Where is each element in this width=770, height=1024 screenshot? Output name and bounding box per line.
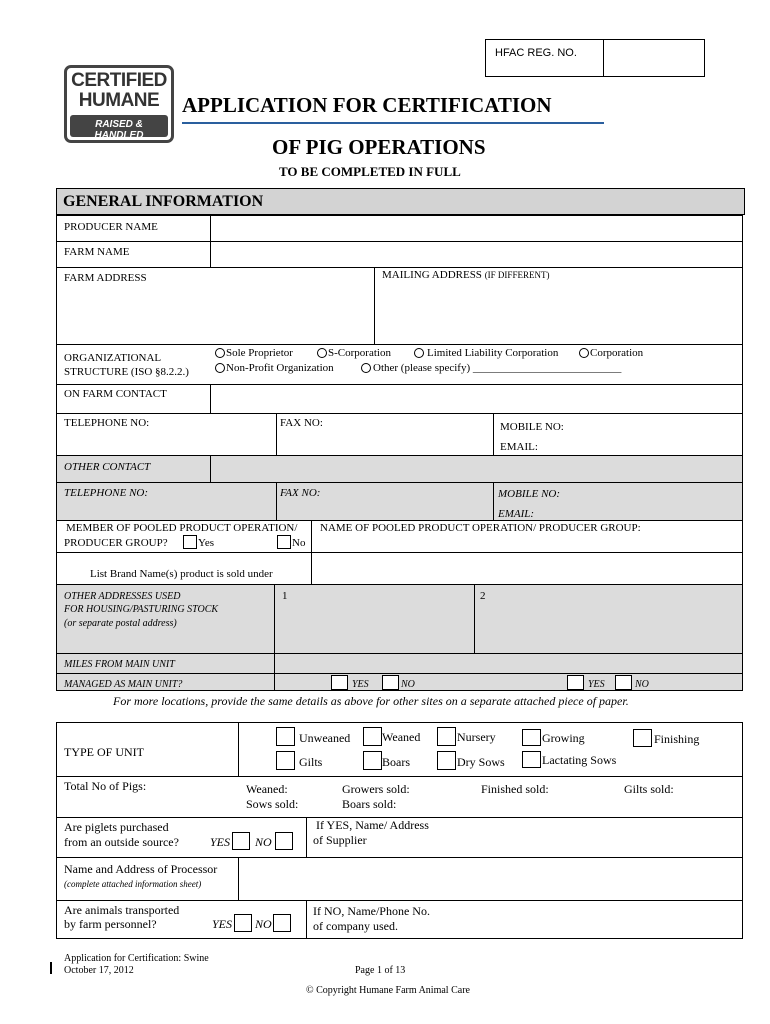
pooled-label-2: PRODUCER GROUP?	[64, 537, 168, 549]
managed1-yes-checkbox[interactable]	[331, 675, 348, 690]
org-structure-label-1: ORGANIZATIONAL	[64, 352, 162, 364]
footer-copyright: © Copyright Humane Farm Animal Care	[306, 985, 470, 996]
pooled-no-label: No	[292, 537, 306, 549]
more-locations-note: For more locations, provide the same details as above for other sites on a separate attached piece of paper.	[113, 694, 629, 708]
supplier-label-2: of Supplier	[313, 833, 367, 847]
weaned-count-label: Weaned:	[246, 782, 288, 796]
logo-line-humane: HUMANE	[78, 90, 160, 111]
gilts-checkbox[interactable]	[276, 751, 295, 770]
hfac-reg-divider	[603, 39, 604, 77]
title-line-1: APPLICATION FOR CERTIFICATION	[182, 93, 552, 117]
finished-sold-label: Finished sold:	[481, 782, 549, 796]
transported-no-checkbox[interactable]	[273, 914, 291, 932]
brand-names-input[interactable]	[313, 554, 741, 583]
fax-label: FAX NO:	[280, 417, 323, 429]
opt-scorp-label: S-Corporation	[328, 347, 391, 359]
lactating-sows-checkbox[interactable]	[522, 751, 541, 768]
opt-llc-label: Limited Liability Corporation	[427, 347, 559, 359]
farm-address-label: FARM ADDRESS	[64, 272, 147, 284]
other-contact-shade	[57, 455, 742, 520]
title-line-2: OF PIG OPERATIONS	[272, 135, 486, 159]
boars-label: Boars	[382, 755, 410, 769]
opt-nonprofit-label: Non-Profit Organization	[226, 362, 334, 374]
dry-sows-label: Dry Sows	[457, 755, 505, 769]
pooled-yes-label: Yes	[198, 537, 215, 549]
managed2-yes-checkbox[interactable]	[567, 675, 584, 690]
growers-sold-label: Growers sold:	[342, 782, 410, 796]
brand-names-label: List Brand Name(s) product is sold under	[90, 568, 273, 580]
processor-input[interactable]	[240, 859, 741, 899]
footer-date: October 17, 2012	[64, 965, 134, 976]
managed1-no-checkbox[interactable]	[382, 675, 399, 690]
org-structure-label-2: STRUCTURE (ISO §8.2.2.)	[64, 366, 189, 378]
piglets-label-2: from an outside source?	[64, 835, 179, 849]
logo-line-raised: RAISED & HANDLED	[94, 119, 144, 141]
opt-corp-label: Corporation	[590, 347, 644, 359]
email-label: EMAIL:	[500, 441, 538, 453]
email2-label: EMAIL:	[498, 508, 535, 520]
growing-checkbox[interactable]	[522, 729, 541, 746]
transported-yes-checkbox[interactable]	[234, 914, 252, 932]
company-label-1: If NO, Name/Phone No.	[313, 904, 430, 918]
transported-no-label: NO	[255, 917, 272, 931]
dry-sows-checkbox[interactable]	[437, 751, 456, 770]
piglets-label-1: Are piglets purchased	[64, 820, 169, 834]
other-address-label-1: OTHER ADDRESSES USED	[64, 591, 181, 602]
unweaned-label: Unweaned	[299, 731, 351, 745]
piglets-no-label: NO	[255, 835, 272, 849]
on-farm-contact-input[interactable]	[212, 386, 741, 412]
telephone2-label: TELEPHONE NO:	[64, 487, 149, 499]
farm-name-input[interactable]	[212, 243, 741, 266]
processor-label-2: (complete attached information sheet)	[64, 879, 202, 889]
unweaned-checkbox[interactable]	[276, 727, 295, 746]
pooled-no-checkbox[interactable]	[277, 535, 291, 549]
pooled-label-1: MEMBER OF POOLED PRODUCT OPERATION/	[66, 522, 298, 534]
managed1-no-label: NO	[401, 679, 415, 690]
boars-sold-label: Boars sold:	[342, 797, 397, 811]
finishing-checkbox[interactable]	[633, 729, 652, 747]
other-contact-label: OTHER CONTACT	[64, 461, 151, 473]
pooled-name-label: NAME OF POOLED PRODUCT OPERATION/ PRODUCER GROUP:	[320, 522, 641, 534]
lactating-sows-label: Lactating Sows	[542, 753, 617, 767]
hfac-reg-input[interactable]	[605, 41, 703, 75]
radio-other[interactable]	[361, 363, 371, 373]
managed2-no-label: NO	[635, 679, 649, 690]
address-1-number: 1	[282, 590, 288, 602]
pooled-yes-checkbox[interactable]	[183, 535, 197, 549]
gilts-label: Gilts	[299, 755, 323, 769]
piglets-yes-checkbox[interactable]	[232, 832, 250, 850]
logo-banner	[70, 115, 168, 141]
footer-page: Page 1 of 13	[355, 965, 406, 976]
nursery-label: Nursery	[457, 730, 496, 744]
nursery-checkbox[interactable]	[437, 727, 456, 746]
mobile-label: MOBILE NO:	[500, 421, 564, 433]
boars-checkbox[interactable]	[363, 751, 382, 770]
growing-label: Growing	[542, 731, 585, 745]
radio-llc[interactable]	[414, 348, 424, 358]
radio-sole-proprietor[interactable]	[215, 348, 225, 358]
radio-non-profit[interactable]	[215, 363, 225, 373]
mailing-address-label	[382, 269, 549, 282]
radio-s-corporation[interactable]	[317, 348, 327, 358]
sows-sold-label: Sows sold:	[246, 797, 299, 811]
logo-line-certified: CERTIFIED	[71, 70, 167, 91]
producer-name-label: PRODUCER NAME	[64, 221, 158, 233]
title-underline	[182, 122, 604, 124]
type-of-unit-label: TYPE OF UNIT	[64, 745, 144, 759]
hfac-reg-label: HFAC REG. NO.	[495, 47, 577, 59]
piglets-yes-label: YES	[210, 835, 231, 849]
company-label-2: of company used.	[313, 919, 398, 933]
producer-name-input[interactable]	[212, 217, 741, 240]
managed2-no-checkbox[interactable]	[615, 675, 632, 690]
telephone-label: TELEPHONE NO:	[64, 417, 150, 429]
other-address-label-3: (or separate postal address)	[64, 618, 177, 629]
transported-yes-label: YES	[212, 917, 233, 931]
opt-other-label: Other (please specify) ___________________________	[373, 362, 622, 374]
mailing-address-text: MAILING ADDRESS	[382, 269, 482, 281]
transported-label-1: Are animals transported	[64, 903, 180, 917]
weaned-checkbox[interactable]	[363, 727, 382, 746]
piglets-no-checkbox[interactable]	[275, 832, 293, 850]
mobile2-label: MOBILE NO:	[498, 488, 561, 500]
supplier-label-1: If YES, Name/ Address	[316, 818, 429, 832]
finishing-label: Finishing	[654, 732, 700, 746]
fax2-label: FAX NO:	[280, 487, 321, 499]
total-pigs-label: Total No of Pigs:	[64, 779, 147, 793]
on-farm-contact-label: ON FARM CONTACT	[64, 388, 167, 400]
managed2-yes-label: YES	[588, 679, 605, 690]
footer-change-bar	[50, 962, 52, 974]
gilts-sold-label: Gilts sold:	[624, 782, 674, 796]
general-section-title: GENERAL INFORMATION	[63, 193, 264, 210]
transported-label-2: by farm personnel?	[64, 917, 157, 931]
certified-humane-logo	[64, 65, 174, 143]
miles-label: MILES FROM MAIN UNIT	[64, 659, 175, 670]
processor-label-1: Name and Address of Processor	[64, 862, 218, 876]
managed1-yes-label: YES	[352, 679, 369, 690]
other-address-label-2: FOR HOUSING/PASTURING STOCK	[64, 604, 219, 615]
weaned-label: Weaned	[382, 730, 421, 744]
farm-name-label: FARM NAME	[64, 246, 130, 258]
opt-sole-label: Sole Proprietor	[226, 347, 293, 359]
managed-label: MANAGED AS MAIN UNIT?	[64, 679, 183, 690]
if-different-text: (IF DIFFERENT)	[484, 270, 550, 280]
address-2-number: 2	[480, 590, 486, 602]
subtitle: TO BE COMPLETED IN FULL	[279, 164, 461, 179]
footer-doc-title: Application for Certification: Swine	[64, 953, 209, 964]
radio-corporation[interactable]	[579, 348, 589, 358]
